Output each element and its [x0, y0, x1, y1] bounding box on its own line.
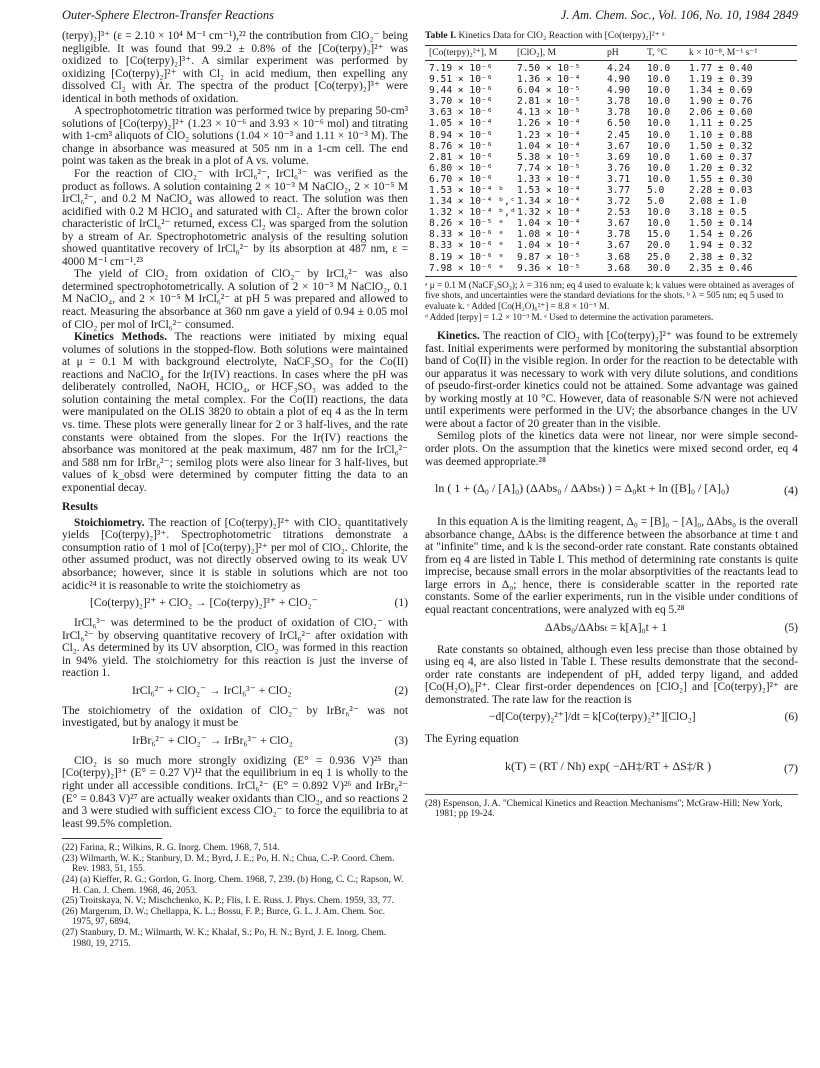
- table-cell: 10.0: [647, 62, 671, 74]
- table-cell: 2.35 ± 0.46: [689, 263, 797, 277]
- footnote-rule: [62, 838, 162, 839]
- table-cell: 1.32 × 10⁻⁴ ᵇ,ᵈ: [429, 207, 516, 219]
- table-cell: 1.34 × 10⁻⁴ ᵇ,ᶜ: [429, 196, 516, 208]
- table-cell: 10.0: [647, 151, 671, 163]
- table-cell: 4.24: [607, 62, 631, 74]
- paragraph-stoichiometry: [62, 517, 408, 592]
- table-cell: 1.50 ± 0.14: [689, 218, 753, 230]
- left-column: [62, 30, 408, 949]
- right-column: [425, 30, 798, 820]
- table-cell: 10.0: [647, 85, 671, 97]
- equation-body: k(T) = (RT / Nh) exp( −ΔH‡/RT + ΔS‡/R ): [505, 758, 712, 773]
- footnotes: [425, 799, 798, 820]
- table-cell: 3.67: [607, 140, 631, 152]
- equation-1: [62, 597, 408, 611]
- footnote: (28) Espenson, J. A. "Chemical Kinetics and Reaction Mechanisms"; McGraw-Hill: New York, 1981; pp 19-24.: [425, 798, 783, 820]
- table-row: [425, 74, 797, 85]
- equation-number: (4): [784, 483, 798, 498]
- runin-heading: Stoichiometry.: [74, 516, 145, 529]
- table-cell: 3.78: [607, 229, 631, 241]
- paragraph: The Eyring equation: [425, 733, 519, 746]
- table-cell: 7.74 × 10⁻⁵: [517, 162, 581, 174]
- table-cell: 1.19 ± 0.39: [689, 74, 753, 86]
- equation-4: [425, 474, 798, 508]
- paragraph: The stoichiometry of the oxidation of ClO₂⁻ by IrBr₆²⁻ was not investigated, but by analogy it must be: [62, 704, 408, 730]
- table-cell: 5.0: [647, 184, 665, 196]
- table-cell: 10.0: [647, 96, 671, 108]
- table-cell: 7.19 × 10⁻⁶: [429, 62, 493, 74]
- table-cell: 1.60 ± 0.37: [689, 151, 753, 163]
- footnote: (23) Wilmarth, W. K.; Stanbury, D. M.; Byrd, J. E.; Po, H. N.; Chua, C.-P. Coord. Chem. Rev. 1983, 51, 155.: [62, 853, 395, 875]
- table-cell: 2.81 × 10⁻⁵: [517, 96, 581, 108]
- table-cell: 1.04 × 10⁻⁴: [517, 140, 581, 152]
- equation-number: (7): [784, 760, 798, 775]
- table-cell: 2.38 ± 0.32: [689, 251, 753, 263]
- journal-citation: J. Am. Chem. Soc., Vol. 106, No. 10, 1984 2849: [560, 8, 798, 22]
- column-header: k × 10⁻⁸, M⁻¹ s⁻¹: [689, 45, 797, 60]
- paragraph: For the reaction of ClO₂⁻ with IrCl₆²⁻, IrCl₆³⁻ was verified as the product as follows. A solution containing 2 × 10⁻³ M NaClO₂, 2 × 10⁻⁵ M IrCl₆²⁻, and 0.2 M NaClO₄ was allowed to react. The solution was then acidified with 0.2 M HClO₄ and saturated with Cl₂. After the brown color characteristic of IrCl₆²⁻ returned, excess Cl₂ was sparged from the solution by a stream of Ar. Spectrophotometric analysis of the resulting solution showed quantitative recovery of IrCl₆²⁻ by its absorption at 487 nm, ε = 4000 M⁻¹ cm⁻¹.²³: [62, 168, 408, 268]
- equation-number: (1): [394, 596, 408, 610]
- table-cell: 8.19 × 10⁻⁶ ᵉ: [429, 251, 505, 263]
- table-cell: 1.53 × 10⁻⁴: [517, 184, 581, 196]
- table-cell: 1.94 ± 0.32: [689, 240, 753, 252]
- table-cell: 3.72: [607, 196, 631, 208]
- table-note: ᵃ μ = 0.1 M (NaCF₃SO₃); λ = 316 nm; eq 4 used to evaluate k; k values were obtained as averages of five shots, and uncertainties were the standard deviations for the shots. ᵇ λ = 505 nm; eq 5 used to evaluate k. ᶜ Added [Co(H₂O)₆²⁺] = 8.8 × 10⁻⁵ M.: [425, 279, 795, 311]
- table-cell: 2.53: [607, 207, 631, 219]
- runin-heading: Kinetics Methods.: [74, 331, 167, 344]
- table-cell: 4.13 × 10⁻⁵: [517, 107, 581, 119]
- equation-body: IrCl₆²⁻ + ClO₂⁻ → IrCl₆³⁻ + ClO₂: [132, 683, 292, 697]
- equation-2: [62, 685, 408, 699]
- table-cell: 2.81 × 10⁻⁶: [429, 151, 493, 163]
- table-row: [425, 240, 797, 251]
- column-header: pH: [607, 45, 647, 60]
- table-cell: 3.76: [607, 162, 631, 174]
- table-row: [425, 263, 797, 277]
- table-row: [425, 229, 797, 240]
- table-row: [425, 96, 797, 107]
- equation-3: [62, 735, 408, 749]
- table-cell: 4.90: [607, 85, 631, 97]
- table-cell: 5.0: [647, 196, 665, 208]
- paragraph: ClO₂ is so much more strongly oxidizing (E° = 0.936 V)²⁵ than [Co(terpy)₂]³⁺ (E° = 0.27 V)¹² that the equilibrium in eq 1 is wholly to the right under all accessible conditions. IrCl₆²⁻ (E° = 0.892 V)²⁶ and IrBr₆²⁻ (E° = 0.843 V)²⁷ are actually weaker oxidants than ClO₂, and so reactions 2 and 3 were studied with sufficient excess ClO₂⁻ to force the equilibria to at least 99.5% completion.: [62, 754, 408, 830]
- table-row: [425, 85, 797, 96]
- table-body: [425, 60, 797, 276]
- table-cell: 1.04 × 10⁻⁴: [517, 240, 581, 252]
- table-cell: 1.77 ± 0.40: [689, 62, 753, 74]
- table-row: [425, 107, 797, 118]
- equation-number: (6): [784, 710, 798, 724]
- equation-number: (2): [394, 683, 408, 697]
- paragraph-text: The reactions were initiated by mixing equal volumes of solutions in the stopped-flow. Both solutions were maintained at μ = 0.1 M with background electrolyte, NaCF₃SO₃ for the Co(II) reactions and NaClO₄ for the Ir(IV) reactions. In cases where the pH was deliberately controlled, NaOH, HClO₄, or HCF₃SO₃ was added to the solution containing the metal complex. For the Co(II) reactions, the data were manipulated on the OLIS 3820 to obtain a plot of eq 4 as the ln term vs. time. These plots were generally linear for 2 or 3 half-lives, and the rate constants were obtained from the slopes. For the Ir(IV) reactions the absorbance was monitored at the peak maximum, 487 nm for the IrCl₆²⁻ and 588 nm for IrBr₆²⁻; semilog plots were also linear for 3 half-lives, but values of k_obsd were determined by computer fitting the data to an exponential decay.: [62, 331, 408, 494]
- table-cell: 1.54 ± 0.26: [689, 229, 753, 241]
- table-cell: 5.38 × 10⁻⁵: [517, 151, 581, 163]
- table-cell: 10.0: [647, 107, 671, 119]
- table-row: [425, 130, 797, 141]
- column-header: [ClO₂], M: [517, 45, 607, 60]
- table-cell: 6.50: [607, 118, 631, 130]
- table-caption: [425, 30, 798, 43]
- table-cell: 10.0: [647, 118, 671, 130]
- table-row: [425, 60, 797, 74]
- table-cell: 1.53 × 10⁻⁴ ᵇ: [429, 184, 505, 196]
- paragraph: In this equation A is the limiting reagent, Δ₀ = [B]₀ − [A]₀, ΔAbs₀ is the overall absorbance change, ΔAbsₜ is the difference between the absorbance at time t and at "infinite" time, and k is the second-order rate constant. Rate constants obtained from eq 4 are listed in Table I. This method of determining rate constants is quite imprecise, because small errors in the molar absorptivities of the reactants lead to large errors in Δ₀; hence, there is considerable scatter in the reported rate constants. Some of the earlier experiments, run in the visible under conditions of equal reactant concentrations, were analyzed with eq 5.²⁸: [425, 516, 798, 616]
- table-title: Kinetics Data for ClO₂ Reaction with [Co(terpy)₂]²⁺ ᵃ: [458, 30, 665, 41]
- paragraph-kinetics: [425, 330, 798, 430]
- table-cell: 10.0: [647, 218, 671, 230]
- table-cell: 25.0: [647, 251, 671, 263]
- table-cell: 9.44 × 10⁻⁶: [429, 85, 493, 97]
- paragraph: (terpy)₂]³⁺ (ε = 2.10 × 10⁴ M⁻¹ cm⁻¹),²² the contribution from ClO₂⁻ being negligible. It was found that 99.2 ± 0.8% of the [Co(terpy)₂]²⁺ was oxidized to [Co(terpy)₂]³⁺. A similar experiment was performed by oxidizing [Co(terpy)₂]²⁺ with Cl₂ in acid medium, then expelling any dissolved Cl₂ with Ar. The spectra of the product [Co(terpy)₂]³⁺ were identical in both methods of oxidation.: [62, 30, 408, 105]
- equation-5: [425, 622, 798, 638]
- equation-7: [425, 752, 798, 786]
- paragraph: IrCl₆³⁻ was determined to be the product of oxidation of ClO₂⁻ with IrCl₆²⁻ by observing quantitative recovery of IrCl₆²⁻ after oxidation with Cl₂. As determined by its UV absorption, ClO₂ was formed in this reaction in 94% yield. The stoichiometry for this reaction is just the inverse of reaction 1.: [62, 617, 408, 680]
- table-row: [425, 118, 797, 129]
- table-cell: 1.90 ± 0.76: [689, 96, 753, 108]
- footnotes: [62, 843, 408, 949]
- table-cell: 10.0: [647, 140, 671, 152]
- footnote: (26) Margerum, D. W.; Chellappa, K. L.; Bossu, F. P.; Burce, G. L. J. Am. Chem. Soc. 1975, 97, 6894.: [62, 906, 386, 928]
- paragraph: Semilog plots of the kinetics data were not linear, nor were simple second-order plots. On the assumption that the kinetics were mixed second order, eq 4 was deemed appropriate.²⁸: [425, 430, 798, 468]
- table-cell: 10.0: [647, 162, 671, 174]
- table-cell: 1.50 ± 0.32: [689, 140, 753, 152]
- table-cell: 8.76 × 10⁻⁶: [429, 140, 493, 152]
- table-cell: 6.70 × 10⁻⁶: [429, 173, 493, 185]
- table-notes: [425, 280, 798, 322]
- table-cell: 3.78: [607, 96, 631, 108]
- table-cell: 3.70 × 10⁻⁶: [429, 96, 493, 108]
- table-cell: 7.50 × 10⁻⁵: [517, 62, 581, 74]
- table-row: [425, 141, 797, 152]
- paragraph: A spectrophotometric titration was performed twice by preparing 50-cm³ solutions of [Co(terpy)₂]²⁺ (1.23 × 10⁻⁶ and 3.93 × 10⁻⁶ mol) and titrating with 1-cm³ aliquots of ClO₂ solutions (1.04 × 10⁻³ and 1.11 × 10⁻³ M). The change in absorbance was measured at 505 nm in a 1-cm cell. The end point was taken as the break in a plot of A vs. volume.: [62, 105, 408, 168]
- table-cell: 1.26 × 10⁻⁴: [517, 118, 581, 130]
- table-row: [425, 174, 797, 185]
- table-cell: 1.20 ± 0.32: [689, 162, 753, 174]
- table-cell: 1.04 × 10⁻⁴: [517, 218, 581, 230]
- table-cell: 6.04 × 10⁻⁵: [517, 85, 581, 97]
- table-cell: 4.90: [607, 74, 631, 86]
- equation-body: ΔAbs₀/ΔAbsₜ = k[A]₀t + 1: [545, 620, 668, 634]
- table-cell: 1.36 × 10⁻⁴: [517, 74, 581, 86]
- section-heading: Results: [62, 500, 99, 514]
- table-cell: 15.0: [647, 229, 671, 241]
- table-row: [425, 196, 797, 207]
- table-cell: 2.28 ± 0.03: [689, 184, 753, 196]
- table-cell: 1.55 ± 0.30: [689, 173, 753, 185]
- paragraph-kinetics-methods: [62, 331, 408, 494]
- table-row: [425, 218, 797, 229]
- running-title: Outer-Sphere Electron-Transfer Reactions: [62, 8, 274, 22]
- equation-body: −d[Co(terpy)₂²⁺]/dt = k[Co(terpy)₂²⁺][ClO₂]: [489, 710, 696, 724]
- table-cell: 1.23 × 10⁻⁴: [517, 129, 581, 141]
- equation-body: ln ( 1 + (Δ₀ / [A]₀) (ΔAbs₀ / ΔAbsₜ) ) = Δ₀kt + ln ([B]₀ / [A]₀): [435, 481, 730, 496]
- table-cell: 2.45: [607, 129, 631, 141]
- table-cell: 9.51 × 10⁻⁶: [429, 74, 493, 86]
- table-cell: 9.87 × 10⁻⁵: [517, 251, 581, 263]
- table-row: [425, 207, 797, 218]
- table-cell: 9.36 × 10⁻⁵: [517, 263, 607, 277]
- table-row: [425, 163, 797, 174]
- table-row: [425, 152, 797, 163]
- column-header: T, °C: [647, 45, 689, 60]
- footnote: (25) Troitskaya, N. V.; Mischchenko, K. P.; Flis, I. E. Russ. J. Phys. Chem. 1959, 33, 77.: [62, 896, 394, 907]
- table-note: ᵈ Added [terpy] = 1.2 × 10⁻³ M. ᵉ Used to determine the activation parameters.: [425, 311, 714, 322]
- paragraph: The yield of ClO₂ from oxidation of ClO₂⁻ by IrCl₆²⁻ was also determined spectrophotometrically. A solution of 2 × 10⁻³ M NaClO₂, 0.1 M NaClO₄, and 2 × 10⁻⁵ M IrCl₆²⁻ at pH 5 was prepared and allowed to react. Measuring the absorbance at 360 nm gave a yield of 0.94 ± 0.05 mol of ClO₂ per mol of IrCl₆²⁻ consumed.: [62, 268, 408, 331]
- table-cell: 10.0: [647, 129, 671, 141]
- table-cell: 3.71: [607, 173, 631, 185]
- paragraph-text: The reaction of ClO₂ with [Co(terpy)₂]²⁺ was found to be extremely fast. Initial experiments were performed by monitoring the substantial absorption band of Co(II) in the visible region. In order for the reaction to be detectable with our apparatus it was necessary to work with very dilute solutions, and conditions of pseudo-first-order kinetics could not be attained. Some advantage was gained by working mostly at 10 °C. However, data of reasonable S/N were not achieved until experiments were performed in the UV; the absorbance changes in the UV were about a factor of 20 greater than in the visible.: [425, 330, 798, 430]
- equation-body: [Co(terpy)₂]²⁺ + ClO₂ → [Co(terpy)₂]³⁺ + ClO₂⁻: [90, 596, 318, 610]
- table-cell: 30.0: [647, 263, 689, 277]
- paragraph: Rate constants so obtained, although even less precise than those obtained by using eq 4, are also listed in Table I. These results demonstrate that the second-order rate constants are independent of pH, added terpy ligand, and added [Co(H₂O)₆]²⁺. Clear first-order dependences on [ClO₂] and [Co(terpy)₂]²⁺ are demonstrated. The rate law for the reaction is: [425, 643, 798, 706]
- table-cell: 8.26 × 10⁻⁵ ᵉ: [429, 218, 505, 230]
- table-cell: 3.63 × 10⁻⁶: [429, 107, 493, 119]
- table-cell: 3.69: [607, 151, 631, 163]
- table-row: [425, 185, 797, 196]
- table-cell: 1.05 × 10⁻⁴: [429, 118, 493, 130]
- table-cell: 10.0: [647, 173, 671, 185]
- table-cell: 8.33 × 10⁻⁶ ᵉ: [429, 229, 505, 241]
- table-cell: 1.08 × 10⁻⁴: [517, 229, 581, 241]
- table-cell: 3.18 ± 0.5: [689, 207, 747, 219]
- table-cell: 3.68: [607, 263, 647, 277]
- table-cell: 7.98 × 10⁻⁶ ᵉ: [425, 263, 517, 277]
- paragraph-text: The reaction of [Co(terpy)₂]²⁺ with ClO₂ quantitatively yields [Co(terpy)₂]³⁺. Spectrophotometric titrations demonstrate a consumption ratio of 1 mol of [Co(terpy)₂]²⁺ per mol of ClO₂. Chlorite, the other assumed product, was not directly observed owing to its weak UV absorbance; however, since it is stable in solutions which are not too acidic²⁴ it is reasonable to write the stoichiometry as: [62, 516, 408, 592]
- table-cell: 8.94 × 10⁻⁶: [429, 129, 493, 141]
- table-cell: 10.0: [647, 74, 671, 86]
- equation-number: (5): [784, 620, 798, 634]
- table-row: [425, 252, 797, 263]
- table-cell: 3.78: [607, 107, 631, 119]
- table-cell: 1.34 × 10⁻⁴: [517, 196, 581, 208]
- table-cell: 2.06 ± 0.60: [689, 107, 753, 119]
- table-cell: 6.80 × 10⁻⁶: [429, 162, 493, 174]
- footnote: (24) (a) Kieffer, R. G.; Gordon, G. Inorg. Chem. 1968, 7, 239. (b) Hong, C. C.; Rapson, W. H. Can. J. Chem. 1968, 46, 2053.: [62, 874, 404, 896]
- table-cell: 3.67: [607, 218, 631, 230]
- footnote-rule: [425, 794, 798, 795]
- column-header: [Co(terpy)₂²⁺], M: [425, 45, 517, 60]
- table-cell: 3.68: [607, 251, 631, 263]
- table-cell: 1.33 × 10⁻⁴: [517, 173, 581, 185]
- table-cell: 1.32 × 10⁻⁴: [517, 207, 581, 219]
- table-cell: 1.10 ± 0.88: [689, 129, 753, 141]
- table-cell: 3.77: [607, 184, 631, 196]
- table-cell: 10.0: [647, 207, 671, 219]
- table-label: Table I.: [425, 30, 457, 41]
- kinetics-table: [425, 45, 797, 277]
- footnote: (22) Farina, R.; Wilkins, R. G. Inorg. Chem. 1968, 7, 514.: [62, 843, 280, 854]
- table-cell: 2.08 ± 1.0: [689, 196, 747, 208]
- table-cell: 8.33 × 10⁻⁶ ᵉ: [429, 240, 505, 252]
- equation-body: IrBr₆²⁻ + ClO₂⁻ → IrBr₆³⁻ + ClO₂: [132, 733, 293, 747]
- equation-number: (3): [394, 733, 408, 747]
- table-cell: 20.0: [647, 240, 671, 252]
- runin-heading: Kinetics.: [437, 330, 480, 343]
- footnote: (27) Stanbury, D. M.; Wilmarth, W. K.; Khalaf, S.; Po, H. N.; Byrd, J. E. Inorg. Chem. 1980, 19, 2715.: [62, 927, 387, 949]
- table-cell: 1.34 ± 0.69: [689, 85, 753, 97]
- table-cell: 1.11 ± 0.25: [689, 118, 753, 130]
- table-cell: 3.67: [607, 240, 631, 252]
- equation-6: [425, 711, 798, 727]
